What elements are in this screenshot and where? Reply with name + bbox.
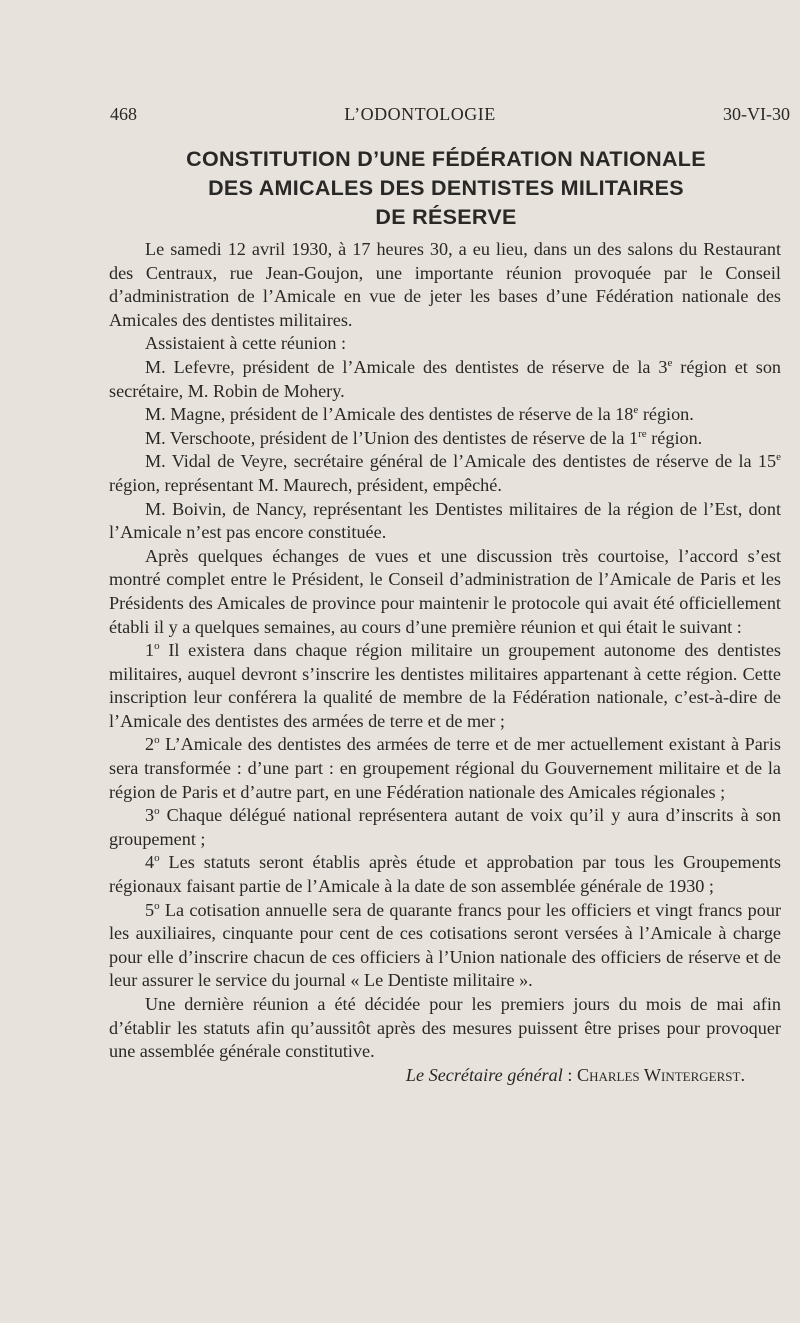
paragraph-agreement: Après quelques échanges de vues et une discussion très courtoise, l’accord s’est montré complet entre le Président, le Conseil d’administration de l’Amicale de Paris et les Présidents des Amicales de province pour maintenir le protocole qui avait été officiellement établi il y a quelques semaines, au cours d’une première réunion et qui était le suivant : — [109, 545, 781, 637]
issue-date: 30-VI-30 — [723, 104, 790, 124]
protocol-item-2: 2$^o$ L’Amicale des dentistes des armées de terre et de mer actuellement existant à Paris sera transformée : d’une part : en groupement régional du Gouvernement militaire et de la région de Paris et d’autre part, en une Fédération nationale des Amicales régionales ; — [109, 734, 781, 802]
protocol-item-5: 5$^o$ La cotisation annuelle sera de quarante francs pour les officiers et vingt francs pour les auxiliaires, cinquante pour cent de ces cotisations seront versées à l’Amicale à charge pour elle d’inscrire chacun de ces officiers à l’Union nationale des officiers de réserve et de leur assurer le service du journal « Le Dentiste militaire ». — [109, 899, 781, 991]
attendee-verschoote: M. Verschoote, président de l’Union des dentistes de réserve de la 1re région. — [145, 427, 703, 448]
article-title — [100, 145, 792, 232]
attendee-magne: M. Magne, président de l’Amicale des dentistes de réserve de la 18e région. — [145, 404, 694, 425]
title-line-3: DE RÉSERVE — [375, 205, 517, 229]
running-head — [110, 104, 790, 128]
attendee-vidal: M. Vidal de Veyre, secrétaire général de l’Amicale des dentistes de réserve de la 15e région, représentant M. Maurech, président, empêché. — [109, 451, 781, 495]
page-number: 468 — [110, 104, 137, 124]
title-line-1: CONSTITUTION D’UNE FÉDÉRATION NATIONALE — [186, 147, 706, 171]
signature: Le Secrétaire général : Charles Wintergerst. — [405, 1064, 745, 1085]
attendee-boivin: M. Boivin, de Nancy, représentant les Dentistes militaires de la région de l’Est, dont l’Amicale n’est pas encore constituée. — [109, 498, 781, 543]
paragraph-intro: Le samedi 12 avril 1930, à 17 heures 30, a eu lieu, dans un des salons du Restaurant des Centraux, rue Jean-Goujon, une importante réunion provoquée par le Conseil d’administration de l’Amicale en vue de jeter les bases d’une Fédération nationale des Amicales des dentistes militaires. — [109, 239, 781, 330]
paragraph-next-meeting: Une dernière réunion a été décidée pour les premiers jours du mois de mai afin d’établir les statuts afin qu’aussitôt après des mesures puissent être prises pour provoquer une assemblée générale constitutive. — [109, 994, 781, 1062]
signature-name: Charles Wintergerst. — [576, 1064, 745, 1085]
protocol-item-3: 3$^o$ Chaque délégué national représentera autant de voix qu’il y aura d’inscrits à son groupement ; — [109, 805, 781, 849]
article-body — [109, 238, 781, 1087]
protocol-item-4: 4$^o$ Les statuts seront établis après étude et approbation par tous les Groupements régionaux faisant partie de l’Amicale à la date de son assemblée générale de 1930 ; — [109, 852, 781, 897]
title-line-2: DES AMICALES DES DENTISTES MILITAIRES — [208, 176, 684, 200]
journal-title: L’ODONTOLOGIE — [344, 104, 496, 124]
paragraph-attendees-heading: Assistaient à cette réunion : — [145, 333, 347, 354]
attendee-lefevre: M. Lefevre, président de l’Amicale des dentistes de réserve de la 3e région et son secrétaire, M. Robin de Mohery. — [109, 356, 782, 401]
protocol-item-1: 1$^o$ Il existera dans chaque région militaire un groupement autonome des dentistes militaires, auquel devront s’inscrire les dentistes militaires appartenant à cette région. Cette inscription leur conférera la qualité de membre de la Fédération nationale, c’est-à-dire de l’Amicale des dentistes des armées de terre et de mer ; — [109, 640, 781, 731]
signature-role: Le Secrétaire général — [405, 1064, 563, 1085]
